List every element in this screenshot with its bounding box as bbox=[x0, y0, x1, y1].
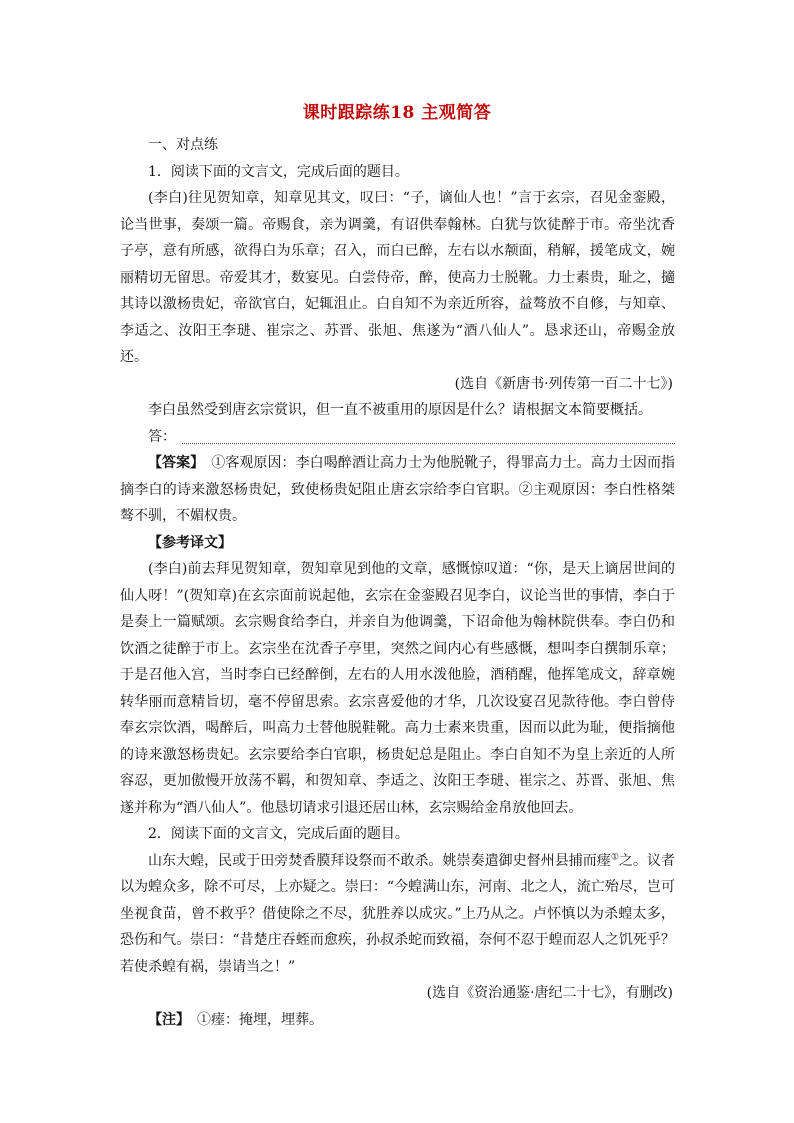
question-2-instruction: 2．阅读下面的文言文，完成后面的题目。 bbox=[148, 826, 409, 842]
question-1-instruction: 1．阅读下面的文言文，完成后面的题目。 bbox=[148, 163, 409, 180]
answer-label: 答： bbox=[148, 428, 176, 445]
document-body bbox=[120, 132, 675, 1033]
answer-blank[interactable] bbox=[182, 425, 675, 444]
translation-text: (李白)前去拜见贺知章，贺知章见到他的文章，感慨惊叹道：“你，是天上谪居世间的仙人呀！”(贺知章)在玄宗面前说起他，玄宗在金銮殿召见李白，议论当世的事情，李白于是奏上一篇赋颂。玄宗赐食给李白，并亲自为他调羹，下诏命他为翰林院供奉。李白仍和饮酒之徒醉于市上。玄宗坐在沈香子亭里，突然之间内心有些感慨，想叫李白撰制乐章；于是召他入宫，当时李白已经醉倒，左右的人用水泼他脸，酒稍醒，他挥笔成文，辞章婉转华丽而意精旨切，毫不停留思索。玄宗喜爱他的才华，几次设宴召见款待他。李白曾侍奉玄宗饮酒，喝醉后，叫高力士替他脱鞋靴。高力士素来贵重，因而以此为耻，便指摘他的诗来激怒杨贵妃。玄宗要给李白官职，杨贵妃总是阻止。李白自知不为皇上亲近的人所容忍，更加傲慢开放荡不羁，和贺知章、李适之、汝阳王李琎、崔宗之、苏晋、张旭、焦遂并称为“酒八仙人”。他恳切请求引退还居山林，玄宗赐给金帛放他回去。 bbox=[120, 561, 675, 816]
question-1-passage: (李白)往见贺知章，知章见其文，叹曰：“子，谪仙人也！”言于玄宗，召见金銮殿，论当世事，奏颂一篇。帝赐食，亲为调羹，有诏供奉翰林。白犹与饮徒醉于市。帝坐沈香子亭，意有所感，欲得白为乐章；召入，而白已醉，左右以水颒面，稍解，援笔成文，婉丽精切无留思。帝爱其才，数宴见。白尝侍帝，醉，使高力士脱靴。力士素贵，耻之，擿其诗以激杨贵妃，帝欲官白，妃辄沮止。白自知不为亲近所容，益骜放不自修，与知章、李适之、汝阳王李琎、崔宗之、苏晋、张旭、焦遂为“酒八仙人”。恳求还山，帝赐金放还。 bbox=[120, 190, 675, 365]
note-label: 【注】 bbox=[148, 1011, 183, 1028]
question-2-passage bbox=[120, 848, 675, 981]
question-2-source: (选自《资治通鉴·唐纪二十七》，有删改) bbox=[426, 985, 673, 1001]
passage-part-a: 山东大蝗，民或于田旁焚香膜拜设祭而不敢杀。姚崇奏遣御史督州县捕而瘗 bbox=[148, 852, 611, 869]
passage-part-b: 之。议者以为蝗众多，除不可尽，上亦疑之。崇曰：“今蝗满山东，河南、北之人，流亡殆尽，岂可坐视食苗，曾不救乎？借使除之不尽，犹胜养以成灾。”上乃从之。卢怀慎以为杀蝗太多，恐伤和气。崇曰：“昔楚庄吞蛭而愈疾，孙叔杀蛇而致福，奈何不忍于蝗而忍人之饥死乎？若使杀蝗有祸，崇请当之！” bbox=[120, 852, 675, 975]
footnote bbox=[120, 1007, 675, 1034]
page-title: 课时跟踪练18 主观简答 bbox=[302, 103, 492, 123]
section-heading: 一、对点练 bbox=[148, 137, 218, 153]
answer-line bbox=[148, 424, 675, 451]
answer-key bbox=[120, 450, 675, 530]
question-1-source: (选自《新唐书·列传第一百二十七》) bbox=[454, 375, 673, 392]
translation-label: 【参考译文】 bbox=[148, 534, 232, 551]
answer-key-text: ①客观原因：李白喝醉酒让高力士为他脱靴子，得罪高力士。高力士因而指摘李白的诗来激怒杨贵妃，致使杨贵妃阻止唐玄宗给李白官职。②主观原因：李白性格桀骜不驯，不媚权贵。 bbox=[120, 455, 676, 524]
footnote-marker: ① bbox=[610, 851, 619, 862]
question-1-prompt: 李白虽然受到唐玄宗赏识，但一直不被重用的原因是什么？请根据文本简要概括。 bbox=[148, 402, 652, 418]
note-text: ①瘗：掩埋，埋葬。 bbox=[197, 1011, 323, 1028]
answer-key-label: 【答案】 bbox=[148, 455, 198, 471]
